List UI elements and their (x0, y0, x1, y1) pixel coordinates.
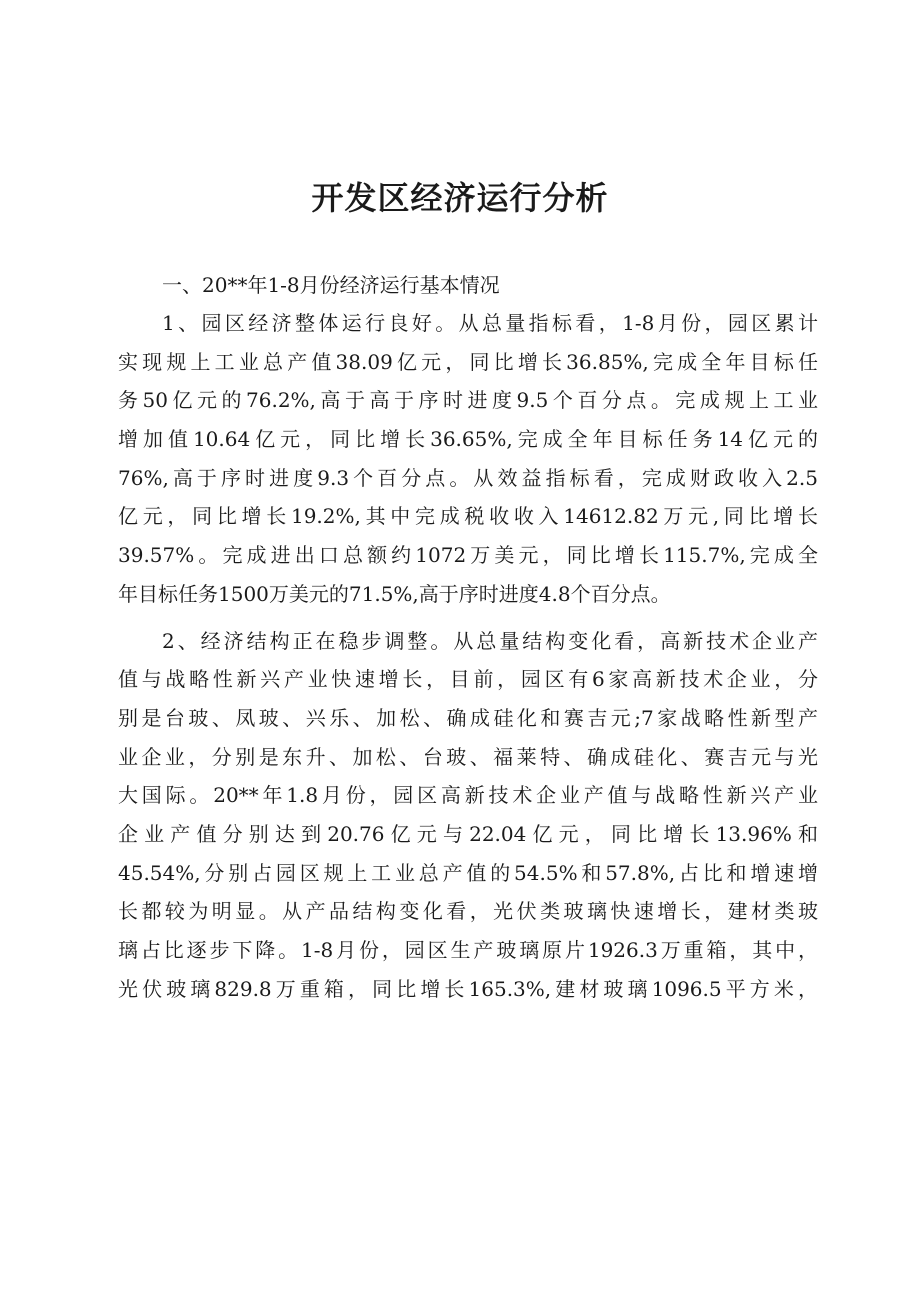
paragraph-2 (118, 622, 818, 1009)
paragraph-line: 璃占比逐步下降。1-8月份，园区生产玻璃原片1926.3万重箱，其中， (118, 938, 818, 962)
paragraph-line: 2、经济结构正在稳步调整。从总量结构变化看，高新技术企业产 (162, 628, 818, 653)
paragraph-line: 大国际。20**年1.8月份，园区高新技术企业产值与战略性新兴产业 (118, 783, 818, 808)
paragraph-line: 76%,高于序时进度9.3个百分点。从效益指标看，完成财政收入2.5 (118, 465, 818, 490)
paragraph-line: 光伏玻璃829.8万重箱，同比增长165.3%,建材玻璃1096.5平方米， (118, 976, 818, 1001)
paragraph-line: 企业产值分别达到20.76亿元与22.04亿元，同比增长13.96%和 (118, 821, 818, 846)
paragraph-line: 长都较为明显。从产品结构变化看，光伏类玻璃快速增长，建材类玻 (118, 899, 818, 924)
paragraph-line: 1、园区经济整体运行良好。从总量指标看，1-8月份，园区累计 (162, 311, 818, 335)
document-title: 开发区经济运行分析 (311, 179, 609, 217)
paragraph-line: 别是台玻、凤玻、兴乐、加松、确成硅化和赛吉元;7家战略性新型产 (118, 705, 818, 730)
paragraph-line: 务50亿元的76.2%,高于高于序时进度9.5个百分点。完成规上工业 (118, 388, 818, 413)
paragraph-line: 39.57%。完成进出口总额约1072万美元，同比增长115.7%,完成全 (118, 543, 818, 568)
section-heading: 一、20**年1-8月份经济运行基本情况 (162, 273, 500, 297)
paragraph-line: 年目标任务1500万美元的71.5%,高于序时进度4.8个百分点。 (118, 581, 671, 606)
paragraph-1 (118, 304, 818, 614)
paragraph-line: 业企业，分别是东升、加松、台玻、福莱特、确成硅化、赛吉元与光 (118, 744, 818, 769)
document-body (118, 266, 818, 1008)
paragraph-line: 实现规上工业总产值38.09亿元，同比增长36.85%,完成全年目标任 (118, 349, 818, 374)
paragraph-line: 值与战略性新兴产业快速增长，目前，园区有6家高新技术企业，分 (118, 667, 818, 692)
paragraph-line: 增加值10.64亿元，同比增长36.65%,完成全年目标任务14亿元的 (118, 427, 818, 452)
paragraph-line: 45.54%,分别占园区规上工业总产值的54.5%和57.8%,占比和增速增 (118, 860, 818, 885)
paragraph-line: 亿元，同比增长19.2%,其中完成税收收入14612.82万元,同比增长 (118, 504, 818, 529)
